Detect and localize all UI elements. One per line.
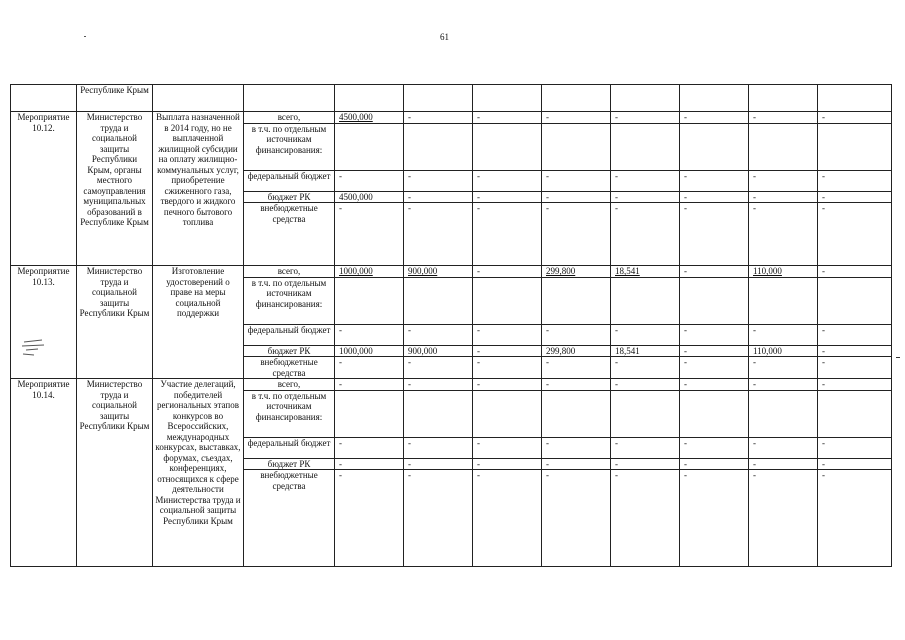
value-cell: - [542, 458, 611, 470]
continuation-row [11, 85, 892, 112]
value-cell: - [335, 170, 404, 191]
value-cell: 900,000 [404, 345, 473, 357]
measure-cell: Мероприятие 10.13. [11, 266, 77, 379]
description-cell: Выплата назначенной в 2014 году, но не выплаченной жилищной субсидии на оплату жилищно-коммунальных услуг, приобретение сжиженного газа, твердого и жидкого печного бытового топлива [153, 112, 244, 266]
value-cell: - [335, 324, 404, 345]
value-cell: - [818, 191, 892, 203]
value-cell: - [473, 112, 542, 124]
value-cell: - [542, 112, 611, 124]
value-cell: - [749, 203, 818, 266]
value-cell: - [818, 266, 892, 278]
value-cell: - [404, 357, 473, 379]
value-cell: - [680, 170, 749, 191]
value-cell: - [404, 458, 473, 470]
value-cell: - [749, 379, 818, 391]
value-cell: - [680, 203, 749, 266]
value-cell: - [404, 203, 473, 266]
value-cell: - [818, 345, 892, 357]
value-cell: - [404, 191, 473, 203]
source-rk-label: бюджет РК [244, 345, 335, 357]
value-cell: - [818, 203, 892, 266]
source-federal-label: федеральный бюджет [244, 437, 335, 458]
value-cell: 299,800 [542, 266, 611, 278]
value-cell: - [542, 203, 611, 266]
scan-speck [84, 36, 86, 37]
value-cell: 1000,000 [335, 266, 404, 278]
value-cell: - [749, 470, 818, 567]
value-cell: - [473, 458, 542, 470]
source-including-label: в т.ч. по отдельным источникам финансирования: [244, 390, 335, 437]
value-cell: - [818, 470, 892, 567]
value-cell: - [680, 379, 749, 391]
value-cell: - [611, 437, 680, 458]
value-cell: - [611, 203, 680, 266]
value-cell: - [335, 203, 404, 266]
source-rk-label: бюджет РК [244, 191, 335, 203]
value-cell: 18,541 [611, 266, 680, 278]
value-cell: - [818, 112, 892, 124]
description-cell: Изготовление удостоверений о праве на меры социальной поддержки [153, 266, 244, 379]
value-cell: - [611, 112, 680, 124]
value-cell: - [335, 458, 404, 470]
value-cell: - [749, 437, 818, 458]
value-cell: - [335, 357, 404, 379]
value-cell: - [335, 437, 404, 458]
value-cell: 299,800 [542, 345, 611, 357]
value-cell: - [473, 357, 542, 379]
source-extra-label: внебюджетные средства [244, 470, 335, 567]
value-cell: - [749, 191, 818, 203]
value-cell: - [680, 266, 749, 278]
table-row [11, 266, 892, 278]
description-cell: Участие делегаций, победителей региональных этапов конкурсов во Всероссийских, международных конкурсах, выставках, форумах, съездах, конференциях, относящихся к сфере деятельности Министерства труда и социальной защиты Республики Крым [153, 379, 244, 567]
value-cell: - [611, 170, 680, 191]
table-row [11, 379, 892, 391]
value-cell: - [542, 170, 611, 191]
value-cell: - [611, 379, 680, 391]
value-cell: - [404, 112, 473, 124]
value-cell: - [473, 266, 542, 278]
value-cell: 110,000 [749, 266, 818, 278]
value-cell: - [680, 458, 749, 470]
value-cell: - [749, 170, 818, 191]
source-federal-label: федеральный бюджет [244, 170, 335, 191]
value-cell: - [611, 357, 680, 379]
value-cell: - [611, 324, 680, 345]
value-cell: 900,000 [404, 266, 473, 278]
value-cell: - [818, 170, 892, 191]
value-cell: - [749, 458, 818, 470]
value-cell: - [680, 191, 749, 203]
financing-table [10, 84, 892, 567]
value-cell: - [749, 112, 818, 124]
executor-cell: Министерство труда и социальной защиты Республики Крым [77, 266, 153, 379]
value-cell: - [611, 191, 680, 203]
value-cell: - [818, 458, 892, 470]
value-cell: - [404, 379, 473, 391]
executor-cell: Министерство труда и социальной защиты Республики Крым [77, 379, 153, 567]
value-cell: - [542, 191, 611, 203]
measure-cell: Мероприятие 10.12. [11, 112, 77, 266]
value-cell: - [680, 357, 749, 379]
value-cell: - [473, 437, 542, 458]
value-cell: - [680, 470, 749, 567]
source-total-label: всего, [244, 266, 335, 278]
value-cell: - [404, 470, 473, 567]
value-cell: - [473, 170, 542, 191]
table-row [11, 112, 892, 124]
value-cell: - [680, 112, 749, 124]
value-cell: - [473, 203, 542, 266]
value-cell: - [542, 470, 611, 567]
value-cell: - [818, 437, 892, 458]
value-cell: - [542, 379, 611, 391]
handwritten-mark [20, 336, 48, 360]
value-cell: 110,000 [749, 345, 818, 357]
source-total-label: всего, [244, 379, 335, 391]
source-federal-label: федеральный бюджет [244, 324, 335, 345]
value-cell: - [473, 191, 542, 203]
value-cell: - [818, 379, 892, 391]
source-total-label: всего, [244, 112, 335, 124]
value-cell: - [680, 345, 749, 357]
value-cell: - [542, 357, 611, 379]
margin-mark [896, 357, 900, 358]
source-extra-label: внебюджетные средства [244, 203, 335, 266]
value-cell: - [818, 324, 892, 345]
value-cell: - [473, 345, 542, 357]
value-cell: - [335, 470, 404, 567]
source-including-label: в т.ч. по отдельным источникам финансирования: [244, 123, 335, 170]
value-cell: - [404, 437, 473, 458]
value-cell: - [542, 324, 611, 345]
executor-cell: Министерство труда и социальной защиты Республики Крым, органы местного самоуправления муниципальных образований в Республике Крым [77, 112, 153, 266]
value-cell: - [473, 324, 542, 345]
source-including-label: в т.ч. по отдельным источникам финансирования: [244, 277, 335, 324]
value-cell: - [404, 170, 473, 191]
measure-cell: Мероприятие 10.14. [11, 379, 77, 567]
source-extra-label: внебюджетные средства [244, 357, 335, 379]
value-cell: - [611, 458, 680, 470]
value-cell: - [818, 357, 892, 379]
value-cell: - [680, 324, 749, 345]
value-cell: - [680, 437, 749, 458]
source-rk-label: бюджет РК [244, 458, 335, 470]
value-cell: - [542, 437, 611, 458]
value-cell: - [473, 379, 542, 391]
value-cell: - [335, 379, 404, 391]
value-cell: 18,541 [611, 345, 680, 357]
value-cell: - [749, 357, 818, 379]
value-cell: 4500,000 [335, 191, 404, 203]
value-cell: - [404, 324, 473, 345]
value-cell: 1000,000 [335, 345, 404, 357]
value-cell: - [611, 470, 680, 567]
value-cell: - [473, 470, 542, 567]
value-cell: 4500,000 [335, 112, 404, 124]
executor-cell: Республике Крым [77, 85, 153, 112]
value-cell: - [749, 324, 818, 345]
page-number: 61 [440, 32, 449, 42]
